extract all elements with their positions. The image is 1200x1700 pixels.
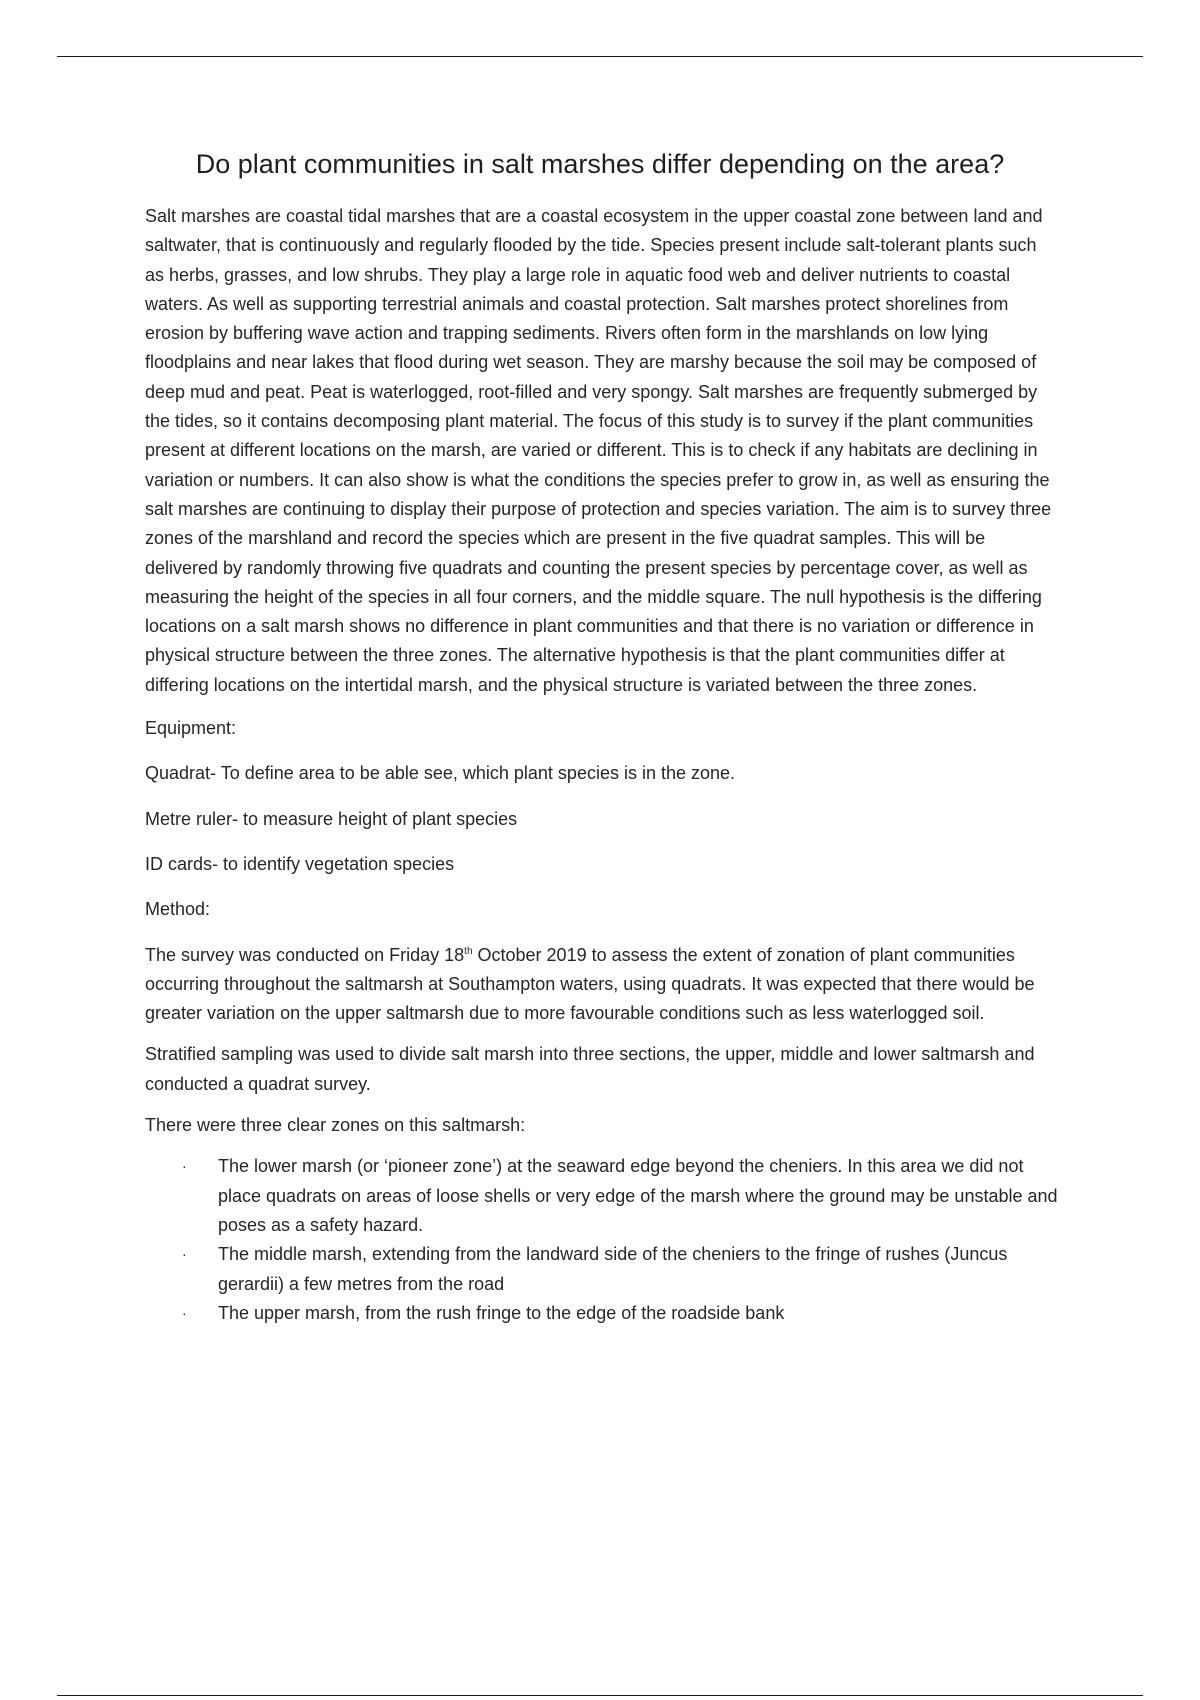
top-divider [57,56,1143,57]
list-item [145,1299,1060,1328]
intro-paragraph: Salt marshes are coastal tidal marshes that are a coastal ecosystem in the upper coastal zone between land and saltwater, that is continuously and regularly flooded by the tide. Species present include salt-tolerant plants such as herbs, grasses, and low shrubs. They play a large role in aquatic food web and deliver nutrients to coastal waters. As well as supporting terrestrial animals and coastal protection. Salt marshes protect shorelines from erosion by buffering wave action and trapping sediments. Rivers often form in the marshlands on low lying floodplains and near lakes that flood during wet season. They are marshy because the soil may be composed of deep mud and peat. Peat is waterlogged, root-filled and very spongy. Salt marshes are frequently submerged by the tides, so it contains decomposing plant material. The focus of this study is to survey if the plant communities present at different locations on the marsh, are varied or different. This is to check if any habitats are declining in variation or numbers. It can also show is what the conditions the species prefer to grow in, as well as ensuring the salt marshes are continuing to display their purpose of protection and species variation. The aim is to survey three zones of the marshland and record the species which are present in the five quadrat samples. This will be delivered by randomly throwing five quadrats and counting the present species by percentage cover, as well as measuring the height of the species in all four corners, and the middle square. The null hypothesis is the differing locations on a salt marsh shows no difference in plant communities and that there is no variation or difference in physical structure between the three zones. The alternative hypothesis is that the plant communities differ at differing locations on the intertidal marsh, and the physical structure is variated between the three zones. [145,206,1052,695]
method-paragraph-sampling: Stratified sampling was used to divide salt marsh into three sections, the upper, middle and lower saltmarsh and conducted a quadrat survey. [145,1044,1035,1094]
zone-upper-marsh: The upper marsh, from the rush fringe to the edge of the roadside bank [218,1302,785,1323]
bullet-icon: · [182,1304,187,1321]
equipment-heading: Equipment: [145,718,237,739]
zones-intro: There were three clear zones on this saltmarsh: [145,1115,526,1136]
equipment-item-id-cards: ID cards- to identify vegetation species [145,853,455,874]
method-text-start: The survey was conducted on Friday 18 [145,944,465,965]
method-paragraph-survey [145,941,1060,1029]
equipment-item-quadrat: Quadrat- To define area to be able see, which plant species is in the zone. [145,763,736,784]
date-ordinal-suffix: th [464,945,473,957]
method-text-end: October 2019 to assess the extent of zonation of plant communities occurring throughout the saltmarsh at Southampton waters, using quadrats. It was expected that there would be greater variation on the upper saltmarsh due to more favourable conditions such as less waterlogged soil. [145,944,1035,1024]
bullet-icon: · [182,1246,187,1263]
document-body [145,202,1060,1328]
list-item [145,1240,1060,1299]
zones-list [145,1152,1060,1328]
zone-middle-marsh: The middle marsh, extending from the landward side of the cheniers to the fringe of rushes (Juncus gerardii) a few metres from the road [218,1244,1008,1294]
page-title: Do plant communities in salt marshes differ depending on the area? [195,149,1005,179]
equipment-item-ruler: Metre ruler- to measure height of plant species [145,808,518,829]
bottom-divider [57,1695,1143,1696]
zone-lower-marsh: The lower marsh (or ‘pioneer zone’) at the seaward edge beyond the cheniers. In this area we did not place quadrats on areas of loose shells or very edge of the marsh where the ground may be unstable and poses as a safety hazard. [218,1156,1058,1235]
list-item [145,1152,1060,1240]
method-heading: Method: [145,899,211,920]
bullet-icon: · [182,1158,187,1175]
